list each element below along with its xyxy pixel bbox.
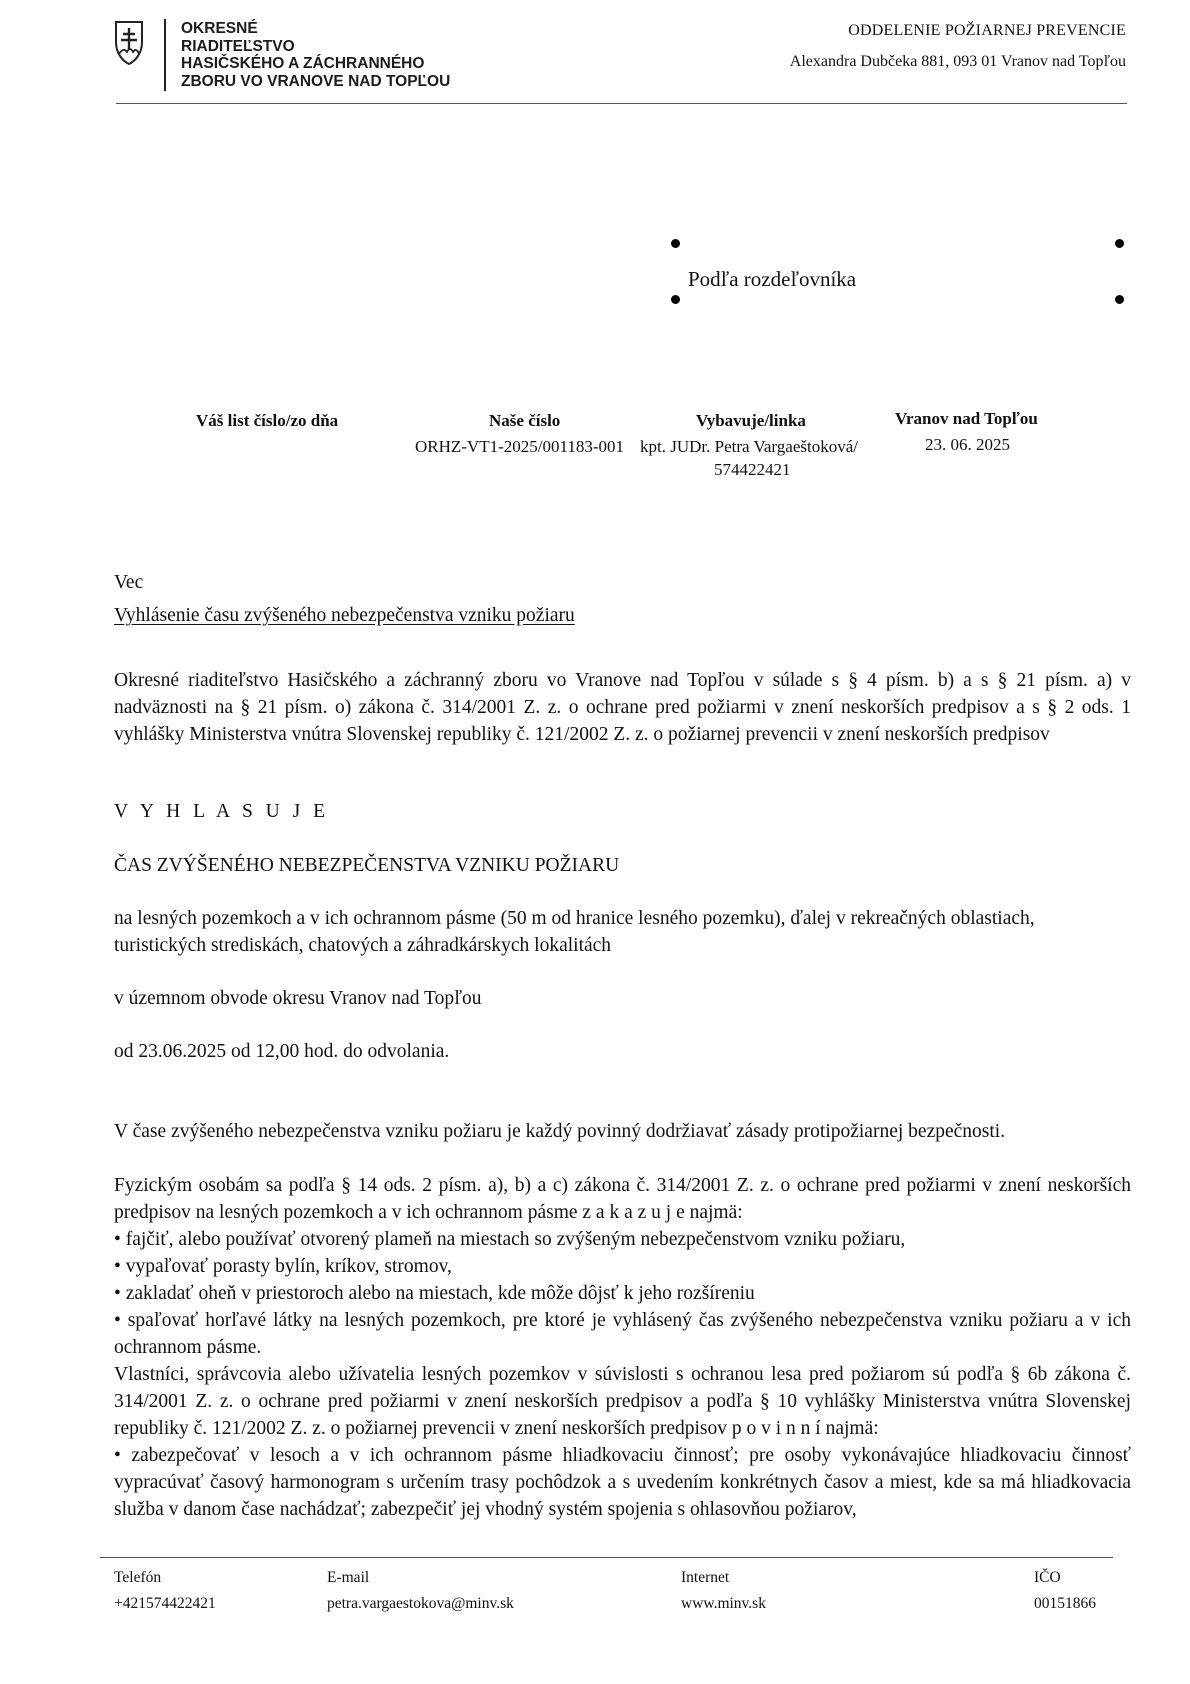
subject-title: Vyhlásenie času zvýšeného nebezpečenstva vzniku požiaru [114, 605, 575, 626]
internet-value: www.minv.sk [681, 1595, 766, 1612]
ico-value: 00151866 [1034, 1595, 1096, 1612]
org-line-2: RIADITEĽSTVO [181, 37, 295, 55]
place-label: Vranov nad Topľou [895, 409, 1038, 428]
declaration-word: V Y H L A S U J E [114, 801, 329, 822]
period-line: od 23.06.2025 od 12,00 hod. do odvolania. [114, 1041, 450, 1062]
org-line-3: HASIČSKÉHO A ZÁCHRANNÉHO [181, 55, 425, 72]
handled-by-value: kpt. JUDr. Petra Vargaeštoková/ [640, 437, 858, 456]
duty-paragraph: V čase zvýšeného nebezpečenstva vzniku požiaru je každý povinný dodržiavať zásady protipožiarnej bezpečnosti. [114, 1121, 1006, 1142]
handled-by-phone: 574422421 [714, 460, 791, 479]
subject-label: Vec [114, 572, 144, 593]
logo-divider [164, 19, 166, 91]
our-number-label: Naše číslo [489, 411, 561, 430]
coat-of-arms-icon [114, 20, 144, 66]
handled-by-label: Vybavuje/linka [696, 411, 806, 430]
address-window-mark-bottom-left [671, 295, 680, 304]
prohibition-intro: Fyzickým osobám sa podľa § 14 ods. 2 písm. a), b) a c) zákona č. 314/2001 Z. z. o ochrane pred požiarmi v znení neskorších predpisov na lesných pozemkoch a v ich ochrannom pásme z a k a z u j e najmä: [114, 1175, 1131, 1223]
org-line-4: ZBORU VO VRANOVE NAD TOPĽOU [181, 72, 451, 90]
obligation-item: • zabezpečovať v lesoch a v ich ochrannom pásme hliadkovaciu činnosť; pre osoby vykonávajúce hliadkovaciu činnosť vypracúvať časový harmonogram s určením trasy pochôdzok a s uvedením konkrétnych časov a miest, kde sa má hliadkovacia služba v danom čase nachádzať; zabezpečiť jej vhodný systém spojenia s ohlasovňou požiarov, [114, 1445, 1131, 1520]
address-window-mark-top-left [671, 239, 680, 248]
your-letter-label: Váš list číslo/zo dňa [196, 411, 339, 430]
recipient: Podľa rozdeľovníka [688, 267, 857, 291]
address-window-mark-bottom-right [1115, 295, 1124, 304]
intro-paragraph: Okresné riaditeľstvo Hasičského a záchranný zboru vo Vranove nad Topľou v súlade s § 4 písm. b) a s § 21 písm. a) v nadväznosti na § 21 písm. o) zákona č. 314/2001 Z. z. o ochrane pred požiarmi v znení neskorších predpisov a s § 2 ods. 1 vyhlášky Ministerstva vnútra Slovenskej republiky č. 121/2002 Z. z. o požiarnej prevencii v znení neskorších predpisov [114, 670, 1131, 745]
footer-divider [100, 1557, 1113, 1558]
phone-value: +421574422421 [114, 1595, 216, 1612]
scope-paragraph: na lesných pozemkoch a v ich ochrannom pásme (50 m od hranice lesného pozemku), ďalej v rekreačných oblastiach, turistických strediskách, chatových a záhradkárskych lokalitách [114, 908, 1035, 956]
email-label: E-mail [327, 1569, 370, 1586]
address-window-mark-top-right [1115, 239, 1124, 248]
phone-label: Telefón [114, 1569, 162, 1586]
ico-label: IČO [1034, 1569, 1061, 1586]
org-line-1: OKRESNÉ [181, 20, 258, 37]
prohibition-item: • fajčiť, alebo používať otvorený plameň na miestach so zvýšeným nebezpečenstvom vzniku požiaru, [114, 1229, 906, 1250]
prohibition-item: • spaľovať horľavé látky na lesných pozemkoch, pre ktoré je vyhlásený čas zvýšeného nebezpečenstva vzniku požiaru a v ich ochrannom pásme. [114, 1310, 1131, 1358]
organization-name [181, 20, 450, 90]
letter-date: 23. 06. 2025 [925, 435, 1010, 454]
internet-label: Internet [681, 1569, 730, 1586]
department-name: ODDELENIE POŽIARNEJ PREVENCIE [848, 22, 1126, 39]
email-value: petra.vargaestokova@minv.sk [327, 1595, 514, 1612]
owners-intro: Vlastníci, správcovia alebo užívatelia lesných pozemkov v súvislosti s ochranou lesa pred požiarom sú podľa § 6b zákona č. 314/2001 Z. z. o ochrane pred požiarmi v znení neskorších predpisov a podľa § 10 vyhlášky Ministerstva vnútra Slovenskej republiky č. 121/2002 Z. z. o požiarnej prevencii v znení neskorších predpisov p o v i n n í najmä: [114, 1364, 1131, 1439]
department-address: Alexandra Dubčeka 881, 093 01 Vranov nad Topľou [789, 53, 1126, 70]
territory-line: v územnom obvode okresu Vranov nad Topľou [114, 988, 482, 1009]
header-divider [116, 103, 1127, 104]
declaration-heading: ČAS ZVÝŠENÉHO NEBEZPEČENSTVA VZNIKU POŽIARU [114, 855, 620, 876]
prohibition-item: • zakladať oheň v priestoroch alebo na miestach, kde môže dôjsť k jeho rozšíreniu [114, 1283, 755, 1304]
prohibition-item: • vypaľovať porasty bylín, kríkov, stromov, [114, 1256, 452, 1277]
our-number-value: ORHZ-VT1-2025/001183-001 [415, 437, 625, 456]
obligations-section [114, 1172, 1131, 1523]
